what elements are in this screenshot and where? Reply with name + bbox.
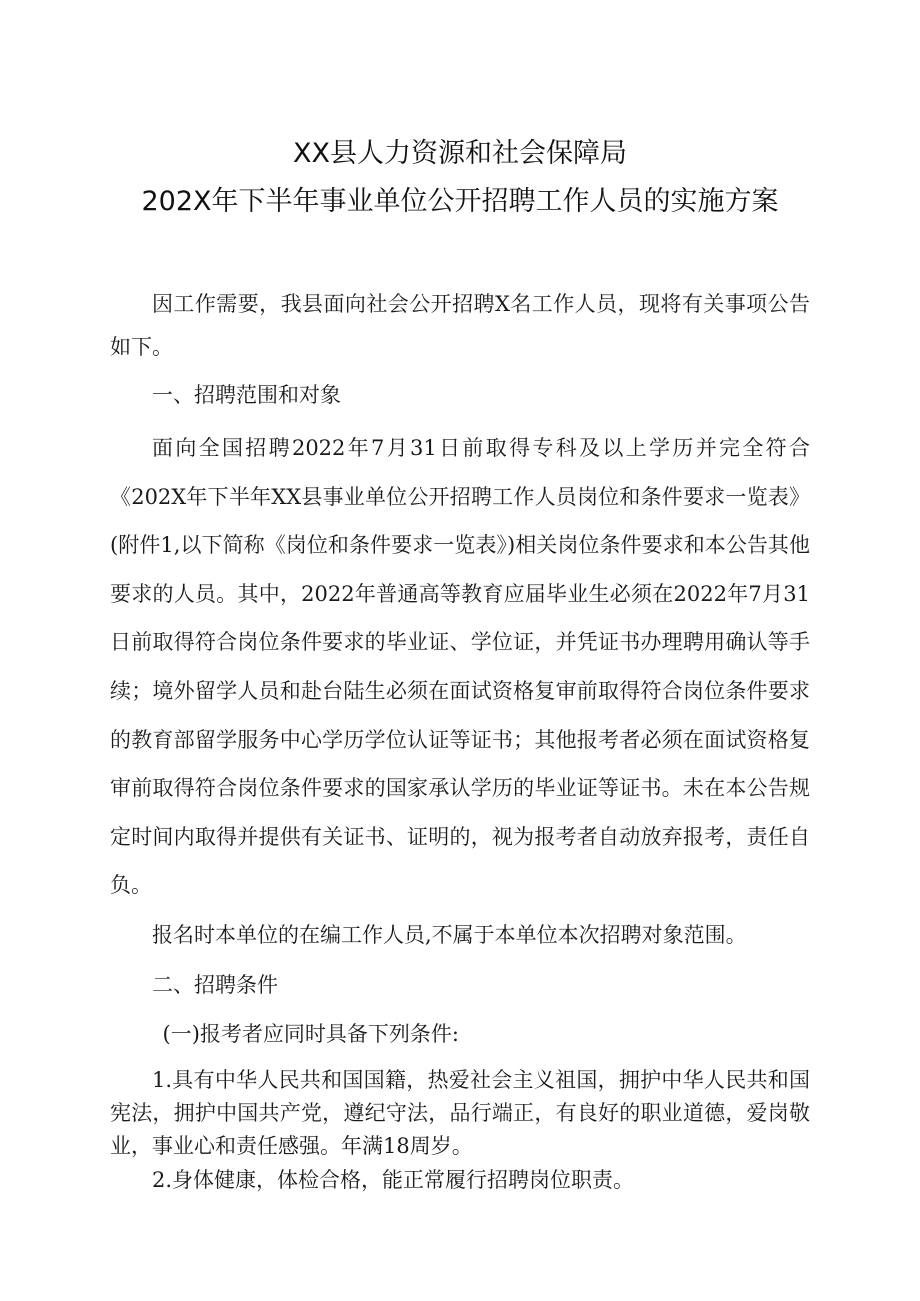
document-title-line2: 202X年下半年事业单位公开招聘工作人员的实施方案 bbox=[141, 186, 779, 217]
section2-heading: 二、招聘条件 bbox=[152, 973, 278, 997]
section1-paragraph2: 报名时本单位的在编工作人员,不属于本单位本次招聘对象范围。 bbox=[152, 923, 747, 947]
section2-item1: 1.具有中华人民共和国国籍，热爱社会主义祖国，拥护中华人民共和国宪法，拥护中国共产党，遵纪守法，品行端正，有良好的职业道德，爱岗敬业，事业心和责任感强。年满18周岁。 bbox=[110, 1068, 810, 1158]
section2-subheading: (一)报考者应同时具备下列条件: bbox=[162, 1022, 459, 1046]
section2-item2: 2.身体健康，体检合格，能正常履行招聘岗位职责。 bbox=[152, 1168, 635, 1192]
intro-paragraph: 因工作需要，我县面向社会公开招聘X名工作人员，现将有关事项公告如下。 bbox=[110, 292, 810, 359]
document-title-line1: XX县人力资源和社会保障局 bbox=[293, 138, 627, 169]
section1-paragraph1: 面向全国招聘2022年7月31日前取得专科及以上学历并完全符合《202X年下半年XX县事业单位公开招聘工作人员岗位和条件要求一览表》(附件1,以下简称《岗位和条件要求一览表》)相关岗位条件要求和本公告其他要求的人员。其中，2022年普通高等教育应届毕业生必须在2022年7月31日前取得符合岗位条件要求的毕业证、学位证，并凭证书办理聘用确认等手续；境外留学人员和赴台陆生必须在面试资格复审前取得符合岗位条件要求的教育部留学服务中心学历学位认证等证书；其他报考者必须在面试资格复审前取得符合岗位条件要求的国家承认学历的毕业证等证书。未在本公告规定时间内取得并提供有关证书、证明的，视为报考者自动放弃报考，责任自负。 bbox=[110, 436, 810, 898]
section1-heading: 一、招聘范围和对象 bbox=[152, 383, 341, 407]
